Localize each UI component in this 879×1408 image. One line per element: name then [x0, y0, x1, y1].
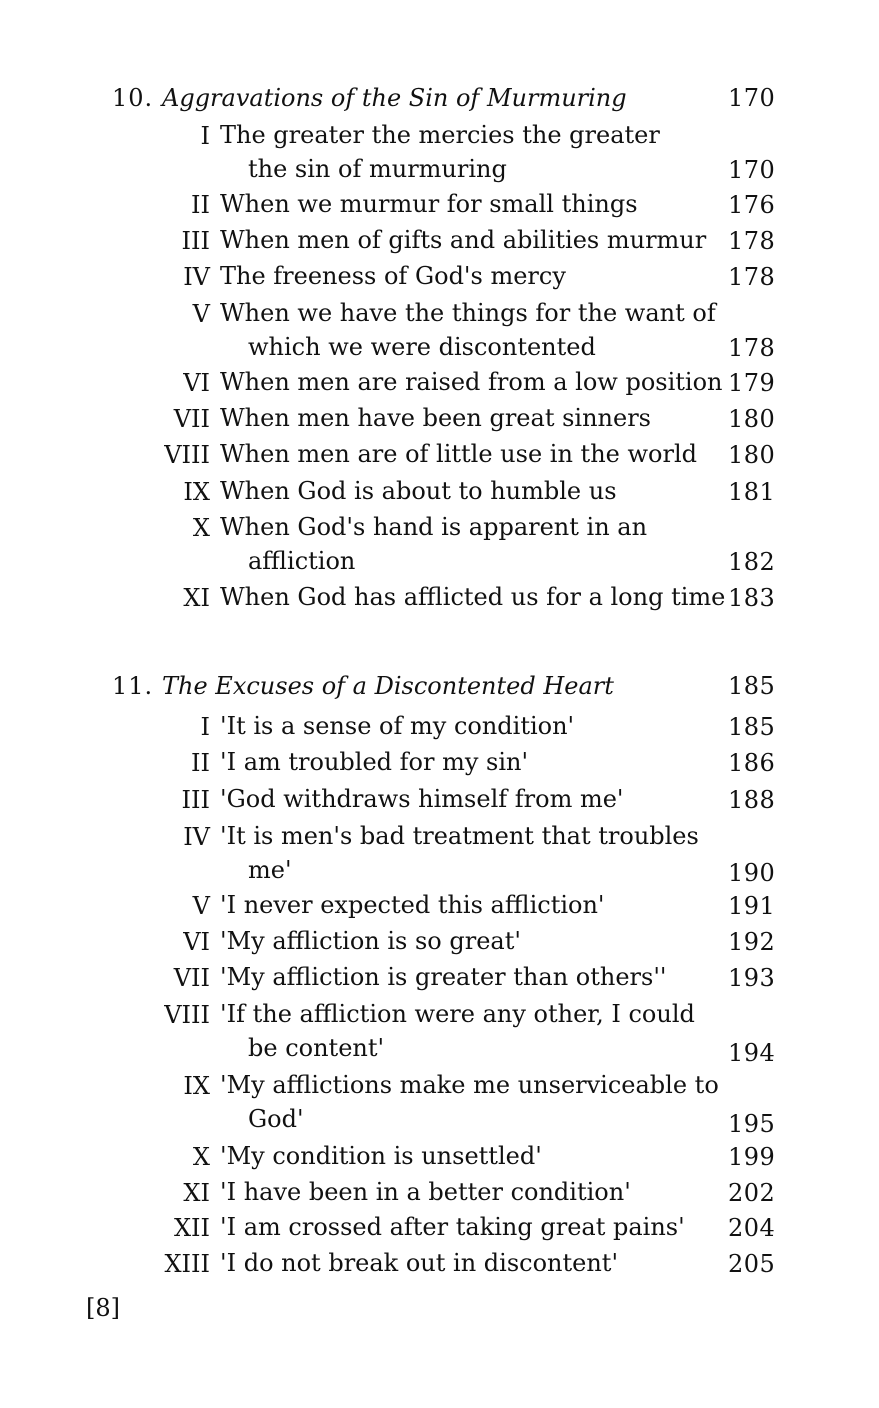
item-page: 192: [728, 928, 776, 956]
item-numeral: VI: [183, 928, 210, 956]
item-line2: God': [248, 1105, 304, 1133]
toc-item: [0, 259, 879, 295]
item-text: 'My affliction is so great': [220, 927, 521, 955]
toc-item: [0, 782, 879, 818]
item-text: [220, 296, 716, 364]
toc-item: [0, 474, 879, 510]
item-numeral: XI: [183, 1179, 210, 1207]
item-text: [220, 819, 710, 887]
item-page: 185: [728, 713, 776, 741]
item-numeral: II: [191, 749, 210, 777]
item-numeral: IX: [183, 478, 210, 506]
item-numeral: VII: [173, 964, 210, 992]
item-line2: be content': [248, 1034, 385, 1062]
item-text: When men of gifts and abilities murmur: [220, 226, 707, 254]
item-numeral: VI: [183, 369, 210, 397]
item-line2: affliction: [248, 547, 356, 575]
item-numeral: I: [200, 122, 210, 150]
chapter-number: 11.: [112, 672, 154, 700]
item-page: 178: [728, 263, 776, 291]
item-text: The freeness of God's mercy: [220, 262, 566, 290]
toc-item: [0, 580, 879, 616]
item-line1: When we have the things for the want of: [220, 299, 716, 327]
item-page: 178: [728, 227, 776, 255]
item-page: 181: [728, 478, 776, 506]
chapter-title: Aggravations of the Sin of Murmuring: [162, 84, 627, 112]
item-page: 179: [728, 369, 776, 397]
item-text: When men have been great sinners: [220, 404, 651, 432]
item-numeral: V: [192, 892, 210, 920]
toc-item: [0, 296, 879, 362]
item-numeral: IV: [183, 263, 210, 291]
item-numeral: II: [191, 191, 210, 219]
toc-item: [0, 437, 879, 473]
item-page: 182: [728, 548, 776, 576]
item-line2: me': [248, 856, 292, 884]
toc-item: [0, 1068, 879, 1138]
toc-item: [0, 1175, 879, 1211]
toc-item: [0, 401, 879, 437]
item-page: 180: [728, 405, 776, 433]
item-numeral: VII: [173, 405, 210, 433]
toc-item: [0, 960, 879, 996]
toc-item: [0, 365, 879, 401]
item-numeral: VIII: [164, 1001, 210, 1029]
item-page: 191: [728, 892, 776, 920]
item-text: When we murmur for small things: [220, 190, 638, 218]
item-page: 186: [728, 749, 776, 777]
item-text: When God has afflicted us for a long time: [220, 583, 726, 611]
item-text: 'God withdraws himself from me': [220, 785, 624, 813]
item-text: [220, 510, 710, 578]
item-text: When men are of little use in the world: [220, 440, 697, 468]
item-text: 'It is a sense of my condition': [220, 712, 575, 740]
page-folio: [8]: [86, 1294, 120, 1322]
toc-item: [0, 1139, 879, 1175]
item-page: 176: [728, 191, 776, 219]
item-page: 170: [728, 156, 776, 184]
item-numeral: III: [181, 227, 210, 255]
item-line1: 'If the affliction were any other, I could: [220, 1000, 695, 1028]
item-numeral: X: [192, 1143, 210, 1171]
item-line1: The greater the mercies the greater: [220, 121, 660, 149]
toc-item: [0, 745, 879, 781]
item-line1: 'My afflictions make me unserviceable to: [220, 1071, 719, 1099]
item-text: [220, 1068, 719, 1136]
toc-item: [0, 997, 879, 1067]
item-line1: 'It is men's bad treatment that troubles: [220, 822, 699, 850]
item-numeral: I: [200, 713, 210, 741]
item-numeral: XII: [173, 1214, 210, 1242]
item-text: 'I do not break out in discontent': [220, 1249, 619, 1277]
toc-item: [0, 510, 879, 576]
chapter-heading: [0, 80, 879, 116]
item-page: 204: [728, 1214, 776, 1242]
toc-item: [0, 888, 879, 924]
item-text: 'I am crossed after taking great pains': [220, 1213, 685, 1241]
toc-item: [0, 1210, 879, 1246]
chapter-page: 170: [728, 84, 776, 112]
chapter-number: 10.: [112, 84, 154, 112]
item-page: 194: [728, 1039, 776, 1067]
item-text: 'My affliction is greater than others'': [220, 963, 667, 991]
chapter-heading: [0, 668, 879, 704]
toc-item: [0, 819, 879, 887]
item-page: 183: [728, 584, 776, 612]
item-numeral: XIII: [164, 1250, 210, 1278]
item-page: 193: [728, 964, 776, 992]
item-text: When God is about to humble us: [220, 477, 617, 505]
item-numeral: V: [192, 300, 210, 328]
item-text: 'My condition is unsettled': [220, 1142, 542, 1170]
toc-item: [0, 187, 879, 223]
toc-item: [0, 924, 879, 960]
item-line1: When God's hand is apparent in an: [220, 513, 648, 541]
item-text: [220, 997, 710, 1065]
item-numeral: IX: [183, 1072, 210, 1100]
toc-item: [0, 709, 879, 745]
toc-item: [0, 118, 879, 184]
item-page: 178: [728, 334, 776, 362]
item-page: 202: [728, 1179, 776, 1207]
item-text: 'I have been in a better condition': [220, 1178, 631, 1206]
item-numeral: VIII: [164, 441, 210, 469]
item-numeral: X: [192, 514, 210, 542]
item-numeral: IV: [183, 823, 210, 851]
item-text: [220, 118, 710, 186]
chapter-title: The Excuses of a Discontented Heart: [162, 672, 614, 700]
item-text: 'I never expected this affliction': [220, 891, 605, 919]
toc-item: [0, 1246, 879, 1282]
item-numeral: XI: [183, 584, 210, 612]
item-page: 190: [728, 859, 776, 887]
item-page: 195: [728, 1110, 776, 1138]
item-line2: which we were discontented: [248, 333, 596, 361]
item-page: 180: [728, 441, 776, 469]
item-page: 188: [728, 786, 776, 814]
item-text: 'I am troubled for my sin': [220, 748, 529, 776]
item-line2: the sin of murmuring: [248, 155, 507, 183]
item-text: When men are raised from a low position: [220, 368, 723, 396]
toc-item: [0, 223, 879, 259]
item-page: 199: [728, 1143, 776, 1171]
item-page: 205: [728, 1250, 776, 1278]
chapter-page: 185: [728, 672, 776, 700]
item-numeral: III: [181, 786, 210, 814]
